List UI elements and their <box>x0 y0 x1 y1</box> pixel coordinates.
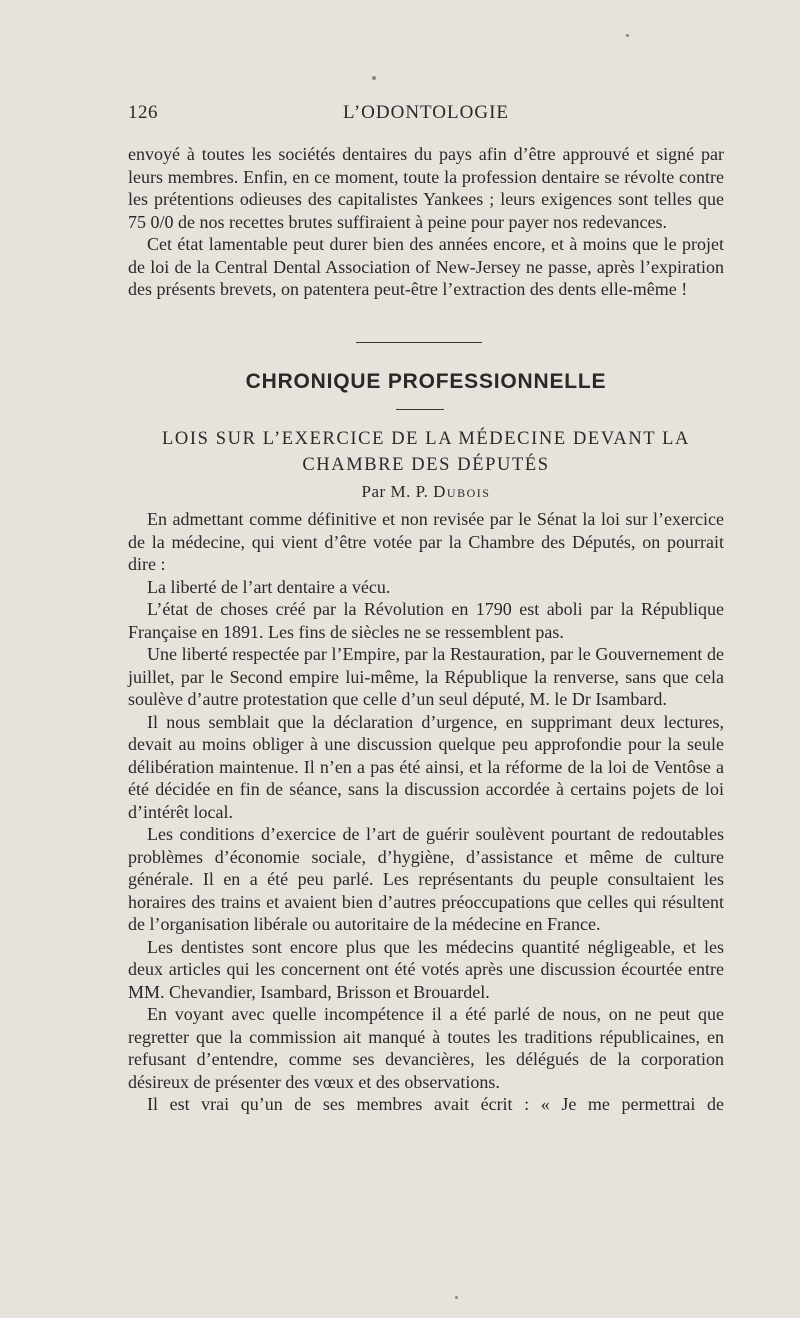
body-paragraph: Les conditions d’exercice de l’art de guérir soulèvent pourtant de redoutables problèmes d’économie sociale, d’hygiène, d’assistance et même de culture générale. Il en a été peu parlé. Les représentants du peuple consultaient les horaires des trains et avaient bien d’autres préoccupations que celles qui résultent de l’organisation libérale ou autoritaire de la médecine en France. <box>128 824 724 934</box>
byline-prefix: Par M. P. <box>361 482 429 501</box>
body-paragraph: En admettant comme définitive et non revisée par le Sénat la loi sur l’exercice de la médecine, qui vient d’être votée par la Chambre des Députés, on pourrait dire : <box>128 509 724 574</box>
body-paragraph: La liberté de l’art dentaire a vécu. <box>147 576 391 597</box>
section-rule <box>396 409 444 410</box>
body-paragraph: Une liberté respectée par l’Empire, par la Restauration, par le Gouvernement de juillet, par le Second empire lui-même, la République la renverse, sans que cela soulève d’autre protestation que celle d’un seul député, M. le Dr Isambard. <box>128 644 724 709</box>
article-title-line-2: CHAMBRE DES DÉPUTÉS <box>302 455 550 475</box>
article-title-line-1: LOIS SUR L’EXERCICE DE LA MÉDECINE DEVANT LA <box>162 429 690 449</box>
byline <box>128 482 724 502</box>
body-paragraph: En voyant avec quelle incompétence il a été parlé de nous, on ne peut que regretter que la commission ait manqué à toutes les traditions républicaines, en refusant d’entendre, comme ses devancières, les délégués de la corporation désireux de présenter des vœux et des observations. <box>128 1004 724 1092</box>
section-title: CHRONIQUE PROFESSIONNELLE <box>245 370 607 393</box>
body-paragraph: Les dentistes sont encore plus que les médecins quantité négligeable, et les deux articles qui les concernent ont été votés après une discussion écourtée entre MM. Chevandier, Isambard, Brisson et Brouardel. <box>128 936 724 1002</box>
body-paragraph: Il est vrai qu’un de ses membres avait écrit : « Je me permettrai de <box>147 1094 724 1114</box>
body-paragraph: L’état de choses créé par la Révolution en 1790 est aboli par la République Française en 1891. Les fins de siècles ne se ressemblent pas. <box>128 599 724 642</box>
paper-speck <box>626 34 629 37</box>
intro-paragraph: envoyé à toutes les sociétés dentaires du pays afin d’être approuvé et signé par leurs membres. Enfin, en ce moment, toute la profession dentaire se révolte contre les prétentions odieuses des capitalistes Yankees ; leurs exigences sont telles que 75 0/0 de nos recettes brutes suffiraient à peine pour payer nos redevances. <box>128 144 724 232</box>
body-paragraph: Il nous semblait que la déclaration d’urgence, en supprimant deux lectures, devait au moins obliger à une discussion quelque peu approfondie pour la seule délibération maintenue. Il n’en a pas été ainsi, et la réforme de la loi de Ventôse a été décidée en fin de séance, sans la discussion accordée à certains pojets de loi d’intérêt local. <box>128 711 724 822</box>
intro-text <box>128 143 724 301</box>
page-number: 126 <box>128 102 158 123</box>
byline-author: Dubois <box>433 482 491 501</box>
intro-paragraph: Cet état lamentable peut durer bien des années encore, et à moins que le projet de loi de la Central Dental Association of New-Jersey ne passe, après l’expiration des présents brevets, on patentera peut-être l’extraction des dents elle-même ! <box>128 234 724 299</box>
running-title: L’ODONTOLOGIE <box>342 102 510 123</box>
paper-speck <box>372 76 376 80</box>
article-body <box>128 508 724 1116</box>
page-header <box>128 102 724 128</box>
paper-speck <box>455 1296 458 1299</box>
separator-rule <box>356 342 482 343</box>
